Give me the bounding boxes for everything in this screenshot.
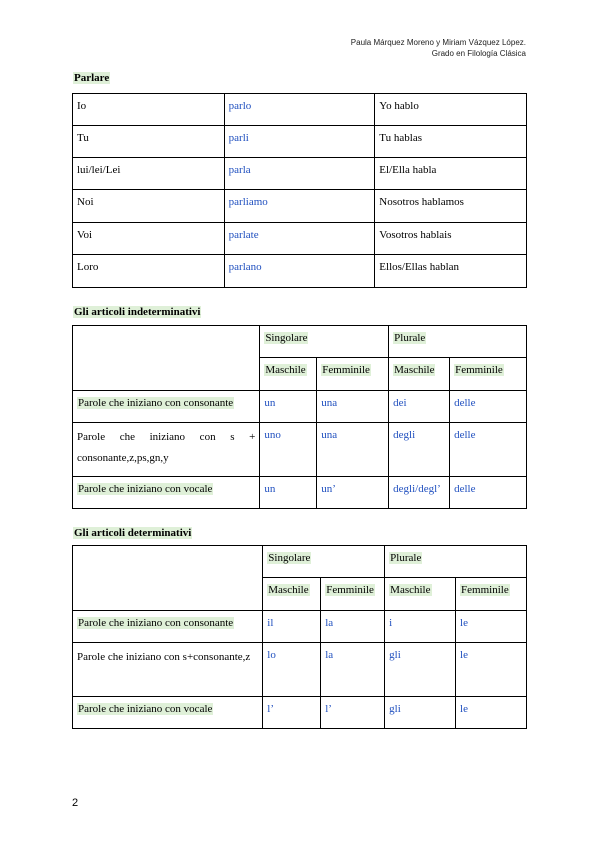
row-label: Parole che iniziano con consonante — [78, 397, 234, 409]
empty-header-cell — [73, 546, 263, 611]
article-cell: delle — [454, 397, 476, 409]
verb-cell: parli — [228, 132, 249, 144]
article-cell: un — [264, 483, 276, 495]
indeterminativi-table — [72, 325, 527, 509]
table-row — [73, 477, 527, 509]
translation-cell: Nosotros hablamos — [379, 196, 464, 208]
article-cell: gli — [389, 649, 401, 661]
maschile-header: Maschile — [265, 364, 306, 376]
translation-cell: Yo hablo — [379, 100, 419, 112]
verb-cell: parlano — [228, 261, 262, 273]
pronoun-cell: Noi — [77, 196, 94, 208]
parlare-table — [72, 93, 527, 288]
table-row — [73, 223, 527, 255]
article-cell: l’ — [325, 703, 332, 715]
article-cell: i — [389, 617, 393, 629]
row-label: Parole che iniziano con vocale — [78, 483, 213, 495]
singolare-header: Singolare — [265, 332, 308, 344]
article-cell: un’ — [321, 483, 336, 495]
determinativi-table — [72, 545, 527, 729]
indeterminativi-title: Gli articoli indeterminativi — [74, 306, 201, 318]
pronoun-cell: Tu — [77, 132, 89, 144]
pronoun-cell: Loro — [77, 261, 99, 273]
translation-cell: Vosotros hablais — [379, 229, 452, 241]
empty-header-cell — [73, 326, 260, 391]
verb-cell: parlo — [228, 100, 252, 112]
article-cell: gli — [389, 703, 401, 715]
femminile-header: Femminile — [326, 584, 374, 596]
maschile-header: Maschile — [390, 584, 431, 596]
verb-cell: parliamo — [228, 196, 268, 208]
plurale-header: Plurale — [390, 552, 422, 564]
article-cell: degli — [393, 429, 416, 441]
page-number: 2 — [72, 797, 79, 809]
plurale-header: Plurale — [394, 332, 426, 344]
article-cell: l’ — [267, 703, 274, 715]
article-cell: dei — [393, 397, 407, 409]
table-row — [73, 391, 527, 423]
article-cell: uno — [264, 429, 281, 441]
verb-cell: parla — [228, 164, 251, 176]
translation-cell: Tu hablas — [379, 132, 422, 144]
table-row — [73, 611, 527, 643]
translation-cell: Ellos/Ellas hablan — [379, 261, 460, 273]
determinativi-title: Gli articoli determinativi — [74, 527, 192, 539]
table-row — [73, 423, 527, 477]
table-row — [73, 255, 527, 288]
table-row — [73, 126, 527, 158]
article-cell: lo — [267, 649, 276, 661]
pronoun-cell: Voi — [77, 229, 93, 241]
row-label: Parole che iniziano con s + consonante,z,ps,gn,y — [77, 431, 256, 464]
table-row — [73, 697, 527, 729]
article-cell: le — [460, 649, 468, 661]
article-cell: degli/degl’ — [393, 483, 441, 495]
article-cell: una — [321, 397, 338, 409]
femminile-header: Femminile — [455, 364, 503, 376]
maschile-header: Maschile — [268, 584, 309, 596]
maschile-header: Maschile — [394, 364, 435, 376]
femminile-header: Femminile — [322, 364, 370, 376]
article-cell: la — [325, 649, 334, 661]
article-cell: delle — [454, 483, 476, 495]
femminile-header: Femminile — [461, 584, 509, 596]
table-row — [73, 643, 527, 697]
table-row — [73, 94, 527, 126]
table-row — [73, 190, 527, 223]
article-cell: una — [321, 429, 338, 441]
header-degree: Grado en Filología Clásica — [431, 49, 526, 58]
row-label: Parole che iniziano con consonante — [78, 617, 234, 629]
header-authors: Paula Márquez Moreno y Miriam Vázquez López. — [350, 38, 526, 47]
singolare-header: Singolare — [268, 552, 311, 564]
row-label: Parole che iniziano con vocale — [78, 703, 213, 715]
article-cell: delle — [454, 429, 476, 441]
table-row — [73, 158, 527, 190]
translation-cell: El/Ella habla — [379, 164, 437, 176]
article-cell: un — [264, 397, 276, 409]
row-label: Parole che iniziano con s+consonante,z — [77, 651, 251, 663]
page-header — [351, 37, 526, 59]
article-cell: le — [460, 617, 468, 629]
pronoun-cell: Io — [77, 100, 87, 112]
parlare-title: Parlare — [74, 72, 110, 84]
table-row — [73, 326, 527, 358]
verb-cell: parlate — [228, 229, 259, 241]
article-cell: il — [267, 617, 274, 629]
pronoun-cell: lui/lei/Lei — [77, 164, 121, 176]
table-row — [73, 546, 527, 578]
article-cell: le — [460, 703, 468, 715]
article-cell: la — [325, 617, 334, 629]
